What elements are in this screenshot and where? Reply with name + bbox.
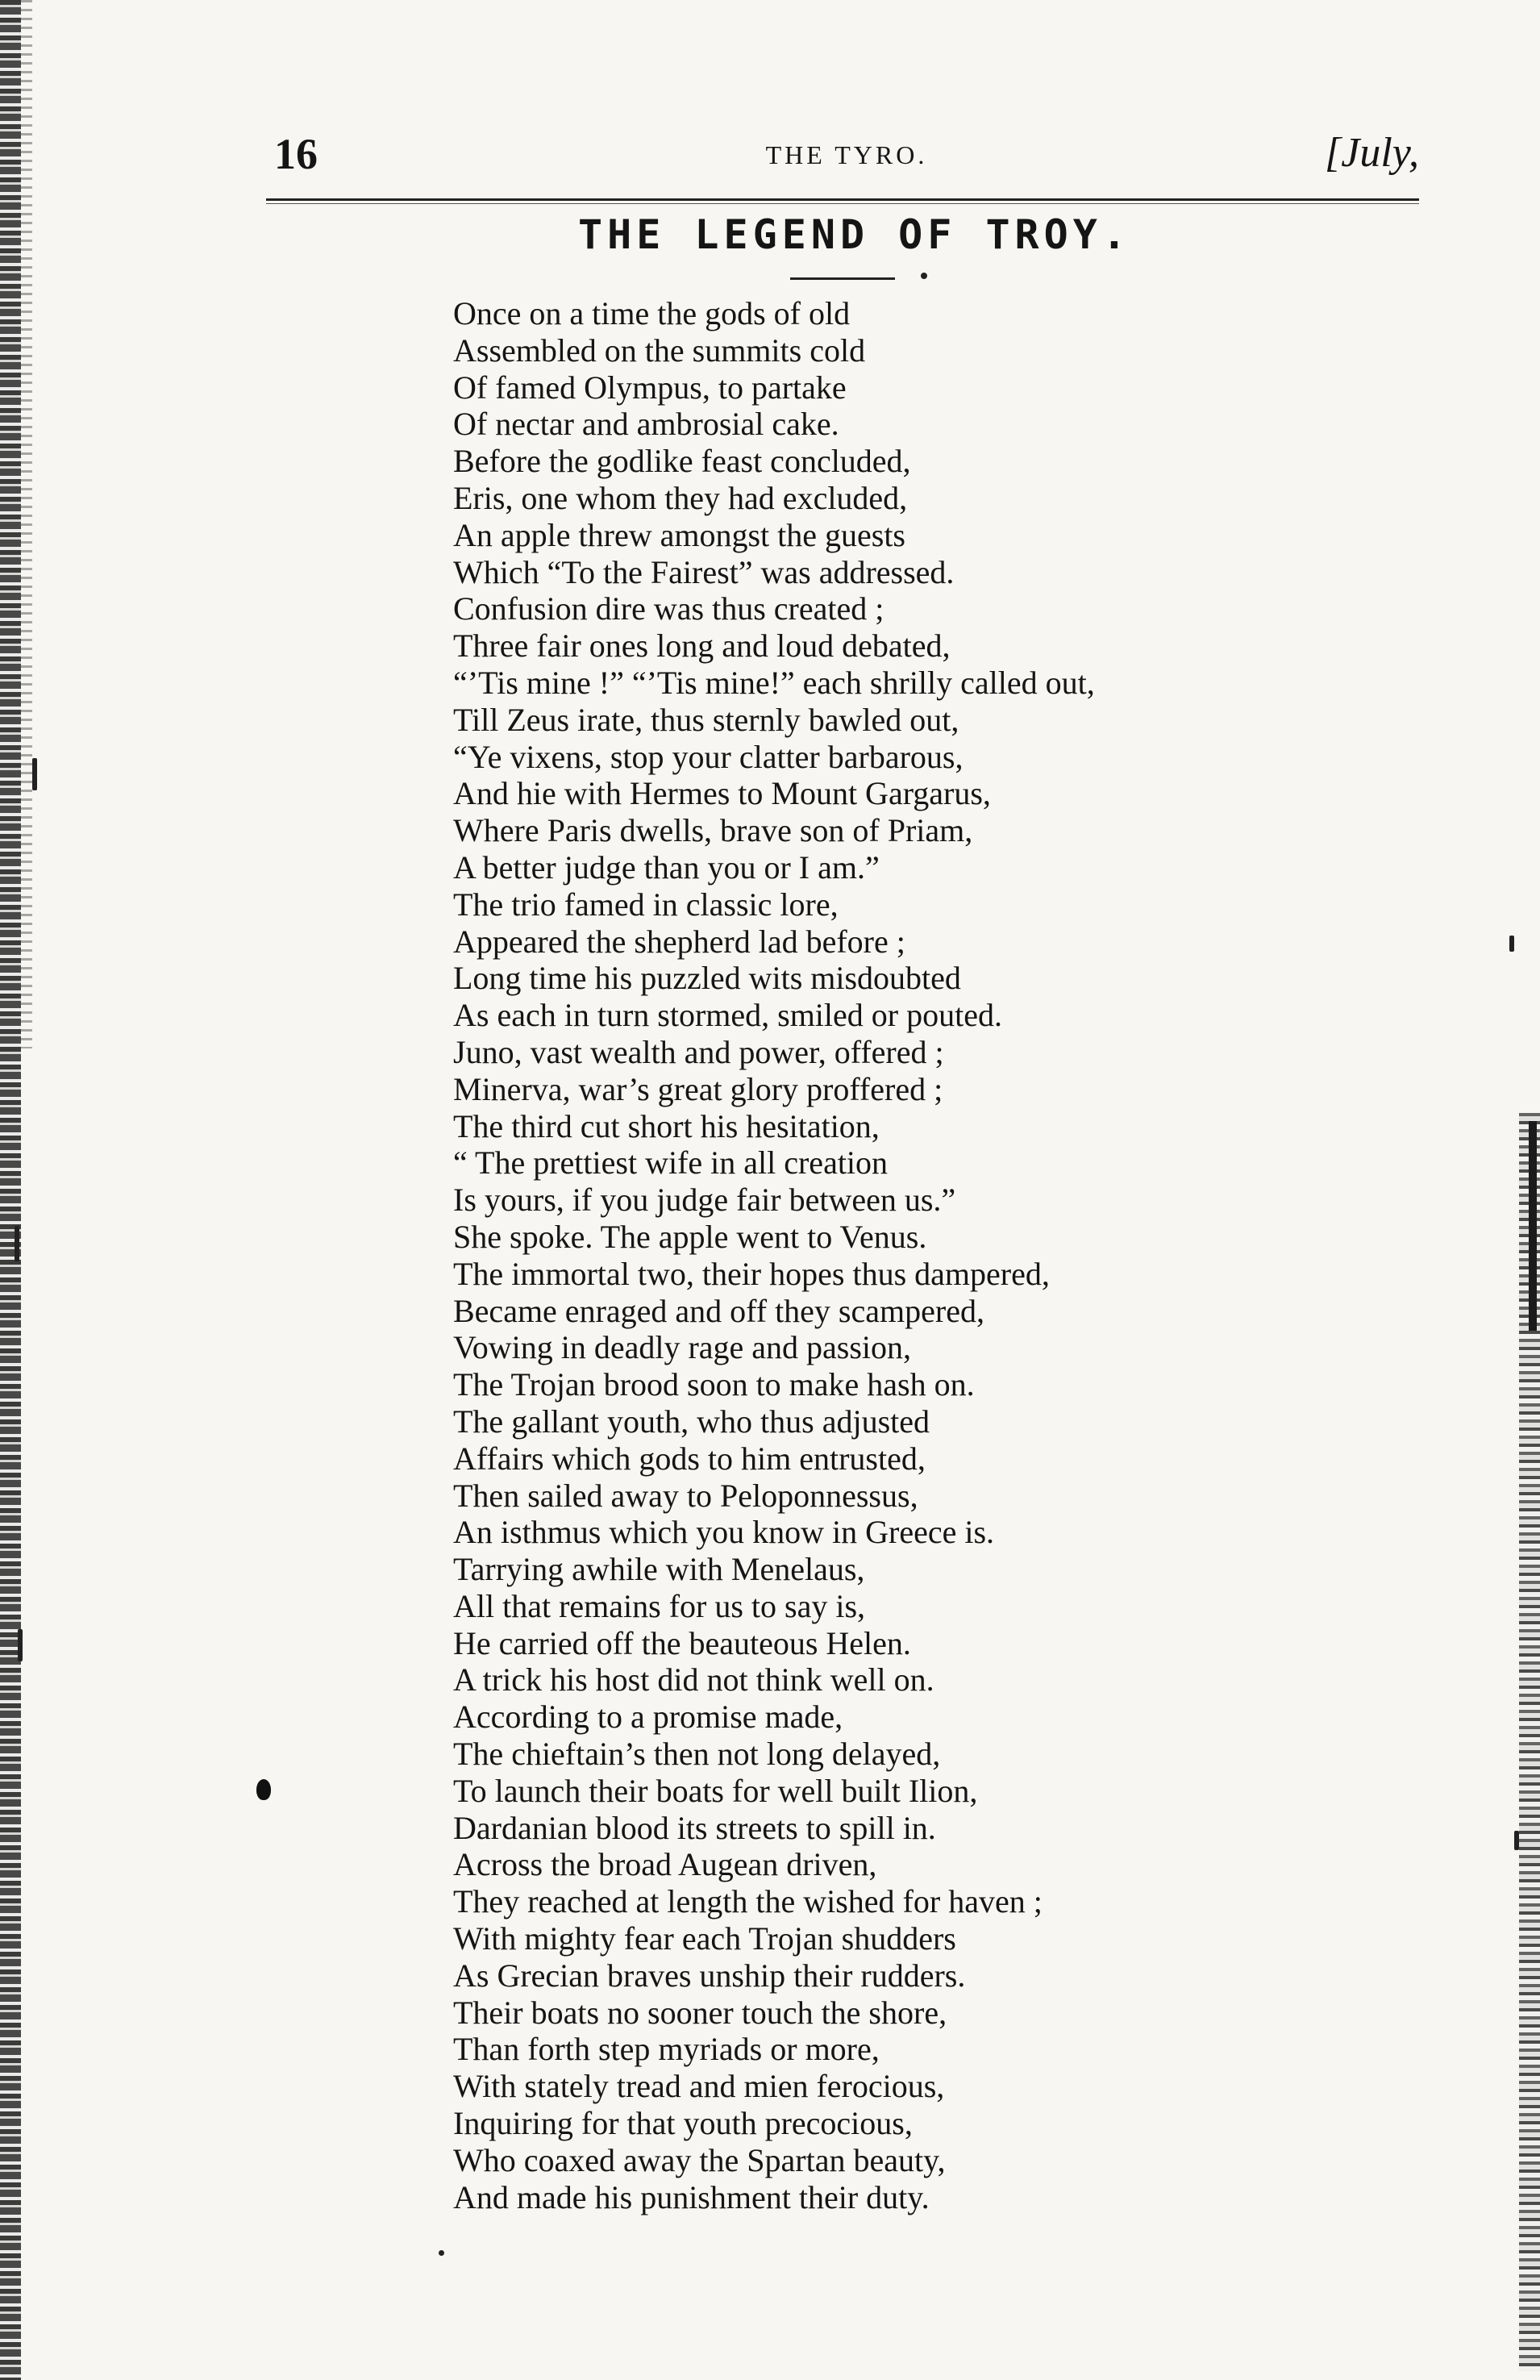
poem-line: Dardanian blood its streets to spill in. <box>453 1809 936 1846</box>
poem-line: “ The prettiest wife in all creation <box>453 1144 889 1182</box>
poem-line: With stately tread and mien ferocious, <box>453 2068 945 2105</box>
running-head <box>274 129 1419 177</box>
margin-mark <box>1509 936 1514 952</box>
poem-line: Eris, one whom they had excluded, <box>453 479 908 516</box>
poem-line: Once on a time the gods of old <box>453 295 851 331</box>
poem-line: Than forth step myriads or more, <box>453 2031 880 2068</box>
poem-line: And made his punishment their duty. <box>453 2178 930 2215</box>
poem-line: A better judge than you or I am.” <box>453 848 880 886</box>
poem-line: Is yours, if you judge fair between us.” <box>453 1182 956 1219</box>
poem-title: THE LEGEND OF TROY. <box>578 211 1131 258</box>
poem-line: Vowing in deadly rage and passion, <box>453 1329 912 1366</box>
poem-line: And hie with Hermes to Mount Gargarus, <box>453 775 991 812</box>
poem-line: A trick his host did not think well on. <box>453 1661 934 1699</box>
poem-line: The third cut short his hesitation, <box>453 1107 880 1144</box>
poem-line: Became enraged and off they scampered, <box>453 1292 984 1329</box>
poem-line: Then sailed away to Peloponnessus, <box>453 1477 918 1514</box>
poem-line: Long time his puzzled wits misdoubted <box>453 960 961 997</box>
poem-body <box>453 295 1405 2215</box>
poem-line: Their boats no sooner touch the shore, <box>453 1994 947 2031</box>
poem-line: Till Zeus irate, thus sternly bawled out, <box>453 701 959 738</box>
poem-line: Three fair ones long and loud debated, <box>453 627 951 665</box>
journal-name: THE TYRO. <box>765 140 928 169</box>
ink-blot <box>256 1779 271 1800</box>
poem-line: The gallant youth, who thus adjusted <box>453 1403 930 1440</box>
title-dot <box>921 273 927 279</box>
poem-line: The trio famed in classic lore, <box>453 886 839 923</box>
poem-line: Where Paris dwells, brave son of Priam, <box>453 812 973 849</box>
page-number: 16 <box>274 130 318 178</box>
margin-mark <box>32 758 37 790</box>
poem-line: Appeared the shepherd lad before ; <box>453 923 905 960</box>
poem-line: Who coaxed away the Spartan beauty, <box>453 2141 946 2178</box>
poem-line: Confusion dire was thus created ; <box>453 590 884 627</box>
poem-line: As Grecian braves unship their rudders. <box>453 1957 966 1994</box>
margin-mark <box>1514 1831 1519 1850</box>
binding-edge-scan-artifact <box>0 0 21 2380</box>
poem-line: Across the broad Augean driven, <box>453 1846 877 1883</box>
poem-line: Inquiring for that youth precocious, <box>453 2105 913 2142</box>
poem-line: The immortal two, their hopes thus dampered, <box>453 1255 1050 1292</box>
poem-line: According to a promise made, <box>453 1699 843 1736</box>
footer-dot <box>439 2250 444 2256</box>
poem-line: Affairs which gods to him entrusted, <box>453 1440 926 1477</box>
poem-line: With mighty fear each Trojan shudders <box>453 1920 956 1957</box>
poem-line: Tarrying awhile with Menelaus, <box>453 1551 865 1588</box>
poem-line: An apple threw amongst the guests <box>453 516 905 553</box>
title-divider <box>790 277 895 280</box>
poem-line: “Ye vixens, stop your clatter barbarous, <box>453 738 964 775</box>
issue-month: [July, <box>1325 130 1419 176</box>
poem-line: “’Tis mine !” “’Tis mine!” each shrilly called out, <box>453 664 1095 701</box>
poem-line: She spoke. The apple went to Venus. <box>453 1218 927 1255</box>
poem-line: Of famed Olympus, to partake <box>453 369 847 406</box>
poem-line: Before the godlike feast concluded, <box>453 443 911 480</box>
poem-line: Juno, vast wealth and power, offered ; <box>453 1033 944 1070</box>
poem-line: As each in turn stormed, smiled or pouted. <box>453 997 1002 1034</box>
margin-mark <box>18 1629 23 1661</box>
poem-line: To launch their boats for well built Ilion, <box>453 1772 978 1809</box>
poem-line: An isthmus which you know in Greece is. <box>453 1514 995 1551</box>
poem-line: The chieftain’s then not long delayed, <box>453 1736 941 1773</box>
poem-line: All that remains for us to say is, <box>453 1587 866 1624</box>
poem-line: Minerva, war’s great glory proffered ; <box>453 1070 943 1107</box>
poem-line: He carried off the beauteous Helen. <box>453 1624 911 1661</box>
right-edge-dark-strip <box>1529 1121 1537 1331</box>
poem-line: They reached at length the wished for haven ; <box>453 1883 1043 1920</box>
poem-line: Assembled on the summits cold <box>453 331 866 369</box>
header-rule-thin <box>266 203 1419 204</box>
margin-mark <box>15 1226 19 1261</box>
poem-line: Of nectar and ambrosial cake. <box>453 406 839 443</box>
binding-edge-shadow <box>21 0 32 1048</box>
header-rule <box>266 198 1419 201</box>
poem-line: Which “To the Fairest” was addressed. <box>453 553 955 590</box>
poem-line: The Trojan brood soon to make hash on. <box>453 1366 975 1403</box>
